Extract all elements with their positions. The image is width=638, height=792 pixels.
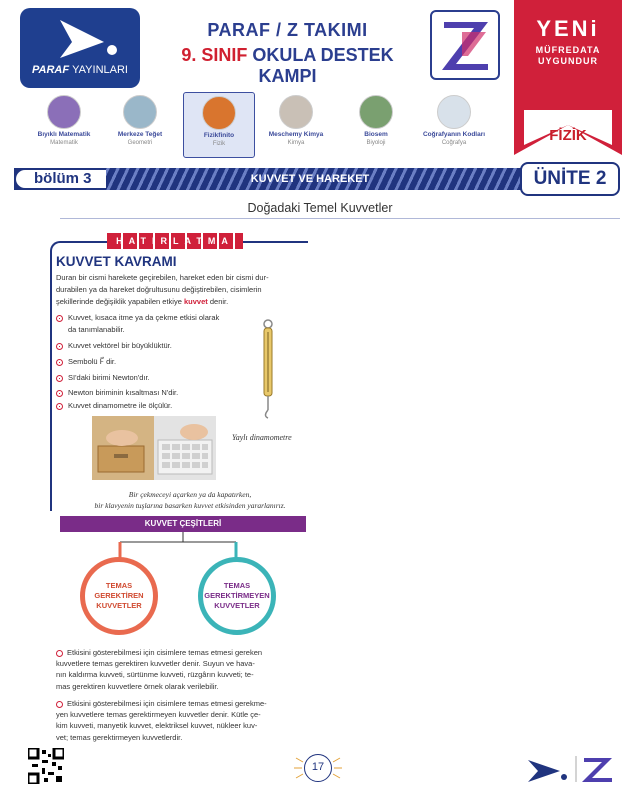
z-logo-icon [432, 12, 498, 78]
z-takimi-logo [430, 10, 500, 80]
teacher-avatar [202, 96, 236, 130]
header-title-line2: 9. SINIF OKULA DESTEK KAMPI [181, 45, 394, 86]
drawer-photo [92, 416, 154, 480]
paraf-logo [20, 8, 140, 88]
topic-title: KUVVET VE HAREKET [250, 173, 370, 185]
teacher-card[interactable]: Bıyıklı Matematik Matematik [28, 92, 100, 158]
bullet-item: Kuvvet dinamometre ile ölçülür. [56, 400, 172, 411]
definition-text: Duran bir cismi harekete geçirebilen, hareket eden bir cismi dur- durabilen ya da hareket doğrultusunu değiştirebilen, cisimlerin şekillerinde değişiklik yapabilen etkiye kuvvet denir. [56, 273, 269, 306]
qr-code[interactable] [28, 748, 64, 784]
bullet-item: Kuvvet vektörel bir büyüklüktür. [56, 340, 172, 351]
teacher-card[interactable]: Coğrafyanın Kodları Coğrafya [418, 92, 490, 158]
teacher-avatar [123, 95, 157, 129]
keyboard-photo [154, 416, 216, 480]
bullet-icon [56, 650, 63, 657]
bullet-item-continued: da tanımlanabilir. [68, 325, 125, 334]
section-label: bölüm 3 [14, 168, 106, 190]
force-types-connector [60, 532, 306, 562]
drawer-image [92, 416, 154, 480]
dynamometer-caption: Yaylı dinamometre [232, 433, 292, 442]
bullet-icon [56, 343, 63, 350]
bullet-icon [56, 390, 63, 397]
non-contact-forces-paragraph: Etkisini gösterebilmesi için cisimlere temas etmesi gerekme- yen kuvvetlere temas gerektirmeyen kuvvetler denir. Kütle çe- kim kuvveti, manyetik kuvvet, elektriksel kuvvet, nükleer kuv- vet; temas gerektirmeyen kuvvetlerdir. [56, 699, 267, 742]
contact-forces-circle: TEMAS GEREKTİREN KUVVETLER [80, 557, 158, 635]
teacher-avatar [47, 95, 81, 129]
qr-code-icon [28, 748, 64, 784]
teacher-card[interactable]: Biosem Biyoloji [340, 92, 412, 158]
spring-dynamometer-image [256, 318, 280, 420]
bullet-item: Kuvvet, kısaca itme ya da çekme etkisi olarak [56, 312, 219, 323]
bullet-icon [56, 315, 63, 322]
keyboard-image [154, 416, 216, 480]
bullet-icon [56, 701, 63, 708]
bullet-icon [56, 375, 63, 382]
teacher-avatar [437, 95, 471, 129]
header-title-line1: PARAF / Z TAKIMI [207, 20, 368, 40]
bullet-item: Sembolü F⃗ dir. [56, 356, 116, 367]
contact-forces-paragraph: Etkisini gösterebilmesi için cisimlere temas etmesi gereken kuvvetlere temas gerektiren kuvvetler denir. Suyun ve hava- nın kaldırma kuvveti, sürtünme kuvveti, rüzgârın kuvveti; te- mas gerektiren kuvvetlere örnek olarak verilebilir. [56, 648, 263, 691]
teacher-avatar [279, 95, 313, 129]
page-subtitle: Doğadaki Temel Kuvvetler [247, 201, 393, 215]
photo-caption: Bir çekmeceyi açarken ya da kapatırken, bir klavyenin tuşlarına basarken kuvvet etkisinden yararlanırız. [94, 490, 286, 510]
teacher-avatar [359, 95, 393, 129]
ribbon-subtitle: MÜFREDATA UYGUNDUR [535, 45, 601, 66]
reminder-tag: HATIRLATMA [107, 233, 243, 249]
subtitle-divider [60, 218, 620, 219]
bullet-icon [56, 403, 63, 410]
bullet-item: Newton biriminin kısaltması N'dir. [56, 387, 178, 398]
teacher-card[interactable]: Meschemy Kimya Kimya [260, 92, 332, 158]
force-types-header: KUVVET ÇEŞİTLERİ [60, 516, 306, 532]
teacher-card-selected[interactable]: Fizikfinito Fizik [183, 92, 255, 158]
footer-logos [526, 754, 616, 784]
paraf-arrow-icon [20, 8, 140, 68]
ribbon-yeni: YENi [536, 16, 600, 41]
section-heading: KUVVET KAVRAMI [56, 254, 177, 269]
teacher-card[interactable]: Merkeze Teğet Geometri [104, 92, 176, 158]
ribbon-subject: FİZİK [549, 127, 587, 144]
paraf-brand: PARAF YAYINLARI [32, 64, 128, 76]
page-number: 17 [304, 754, 332, 782]
unit-badge: ÜNİTE 2 [520, 162, 620, 196]
bullet-icon [56, 359, 63, 366]
bullet-item: SI'daki birimi Newton'dır. [56, 372, 150, 383]
non-contact-forces-circle: TEMAS GEREKTİRMEYEN KUVVETLER [198, 557, 276, 635]
